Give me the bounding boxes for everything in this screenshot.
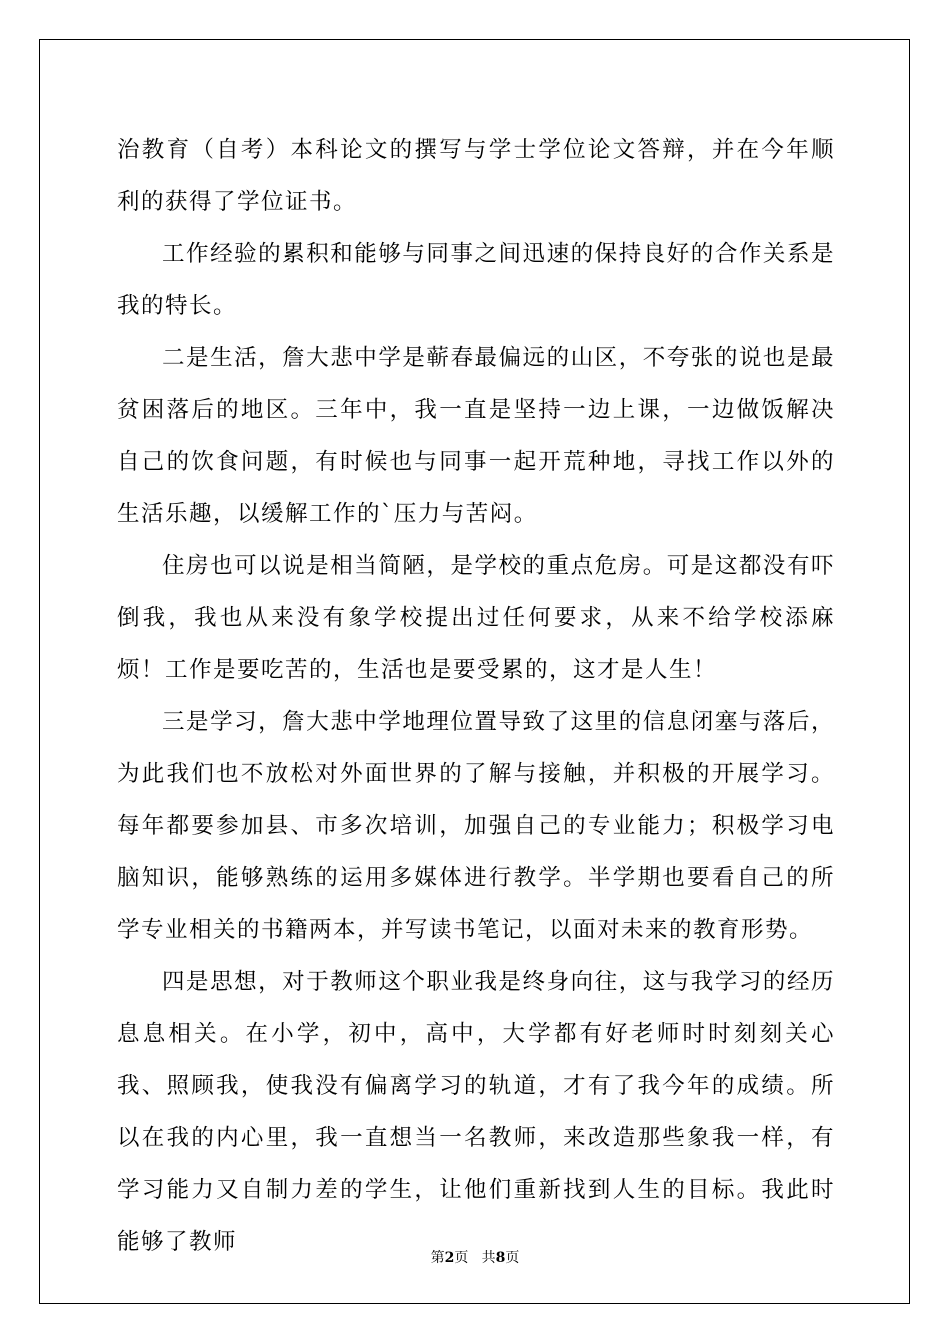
paragraph-3: 二是生活，詹大悲中学是蕲春最偏远的山区，不夸张的说也是最贫困落后的地区。三年中，我一直是坚持一边上课，一边做饭解决自己的饮食问题，有时候也与同事一起开荒种地，寻找工作以外的生活乐趣，以缓解工作的`压力与苦闷。 (117, 345, 835, 527)
page-prefix: 第 (430, 1250, 445, 1266)
paragraph-5: 三是学习，詹大悲中学地理位置导致了这里的信息闭塞与落后，为此我们也不放松对外面世界的了解与接触，并积极的开展学习。每年都要参加县、市多次培训，加强自己的专业能力；积极学习电脑知识，能够熟练的运用多媒体进行教学。半学期也要看自己的所学专业相关的书籍两本，并写读书笔记，以面对未来的教育形势。 (117, 709, 835, 943)
total-pages: 8 (495, 1250, 506, 1266)
paragraph-1: 治教育（自考）本科论文的撰写与学士学位论文答辩，并在今年顺利的获得了学位证书。 (117, 137, 835, 215)
page-footer (0, 1249, 950, 1267)
document-body (117, 124, 835, 1268)
total-suffix: 页 (505, 1250, 520, 1266)
paragraph-6: 四是思想，对于教师这个职业我是终身向往，这与我学习的经历息息相关。在小学，初中，高中，大学都有好老师时时刻刻关心我、照顾我，使我没有偏离学习的轨道，才有了我今年的成绩。所以在我的内心里，我一直想当一名教师，来改造那些象我一样，有学习能力又自制力差的学生，让他们重新找到人生的目标。我此时能够了教师 (117, 969, 835, 1255)
total-prefix: 共 (481, 1250, 496, 1266)
paragraph-4: 住房也可以说是相当简陋，是学校的重点危房。可是这都没有吓倒我，我也从来没有象学校提出过任何要求，从来不给学校添麻烦！工作是要吃苦的，生活也是要受累的，这才是人生！ (117, 553, 835, 683)
page-number: 2 (444, 1250, 455, 1266)
paragraph-2: 工作经验的累积和能够与同事之间迅速的保持良好的合作关系是我的特长。 (117, 241, 835, 319)
page-suffix: 页 (454, 1250, 469, 1266)
